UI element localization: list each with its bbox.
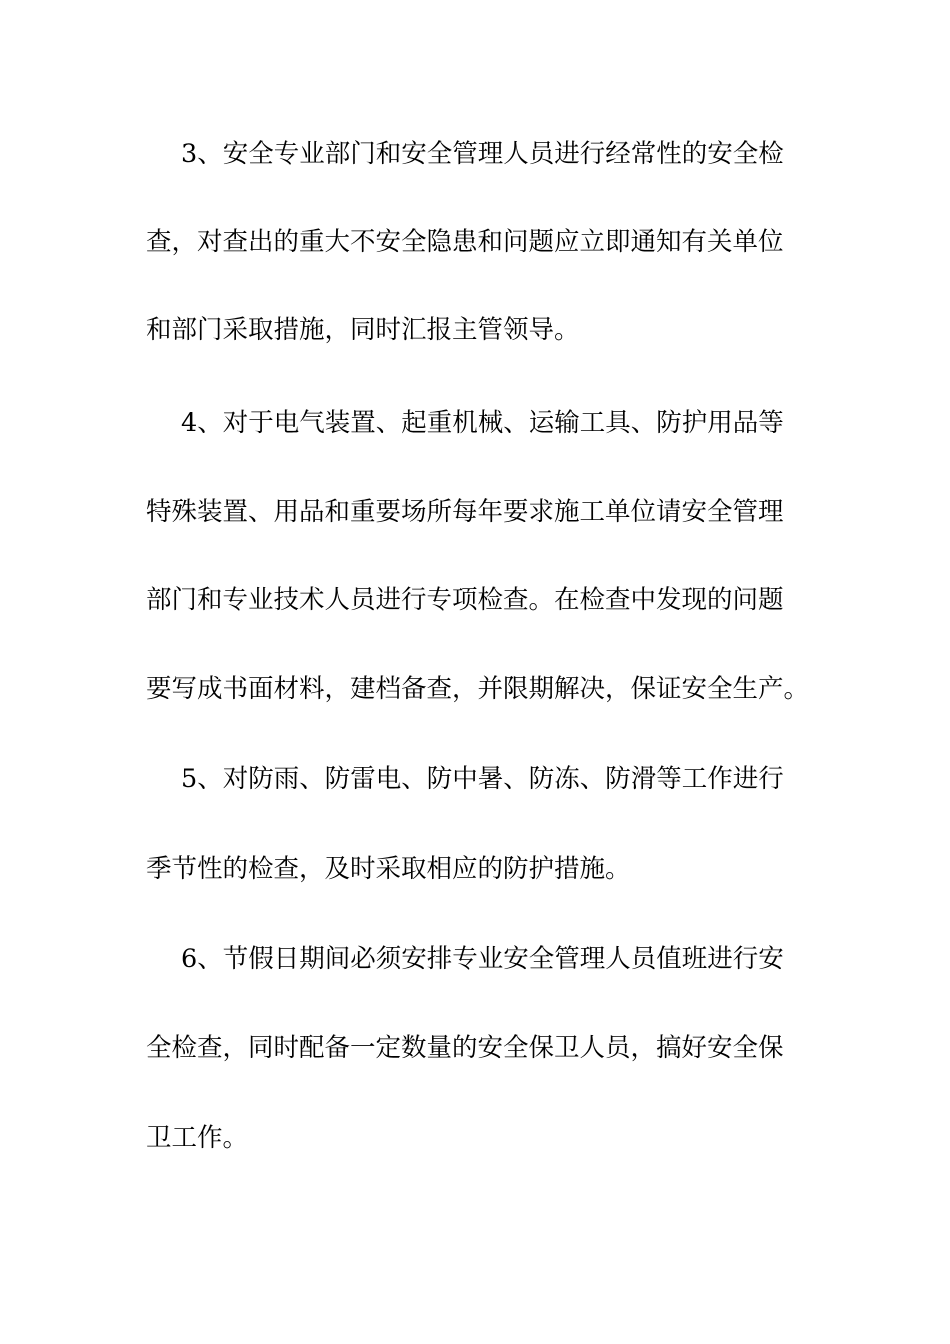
paragraph-3-line-3: 和部门采取措施，同时汇报主管领导。 [146,315,580,345]
paragraph-5-line-2: 季节性的检查，及时采取相应的防护措施。 [146,854,631,884]
paragraph-4-line-4: 要写成书面材料，建档备查，并限期解决，保证安全生产。 [146,674,810,704]
paragraph-3-line-2: 查，对查出的重大不安全隐患和问题应立即通知有关单位 [146,227,784,257]
paragraph-6-line-2: 全检查，同时配备一定数量的安全保卫人员，搞好安全保 [146,1033,784,1063]
paragraph-4-line-1: 4、对于电气装置、起重机械、运输工具、防护用品等 [181,408,784,438]
paragraph-6-line-3: 卫工作。 [146,1123,249,1153]
paragraph-5-line-1: 5、对防雨、防雷电、防中暑、防冻、防滑等工作进行 [181,764,784,794]
paragraph-6-line-1: 6、节假日期间必须安排专业安全管理人员值班进行安 [181,944,784,974]
paragraph-4-line-3: 部门和专业技术人员进行专项检查。在检查中发现的问题 [146,585,784,615]
paragraph-4-line-2: 特殊装置、用品和重要场所每年要求施工单位请安全管理 [146,497,784,527]
paragraph-3-line-1: 3、安全专业部门和安全管理人员进行经常性的安全检 [181,139,784,169]
